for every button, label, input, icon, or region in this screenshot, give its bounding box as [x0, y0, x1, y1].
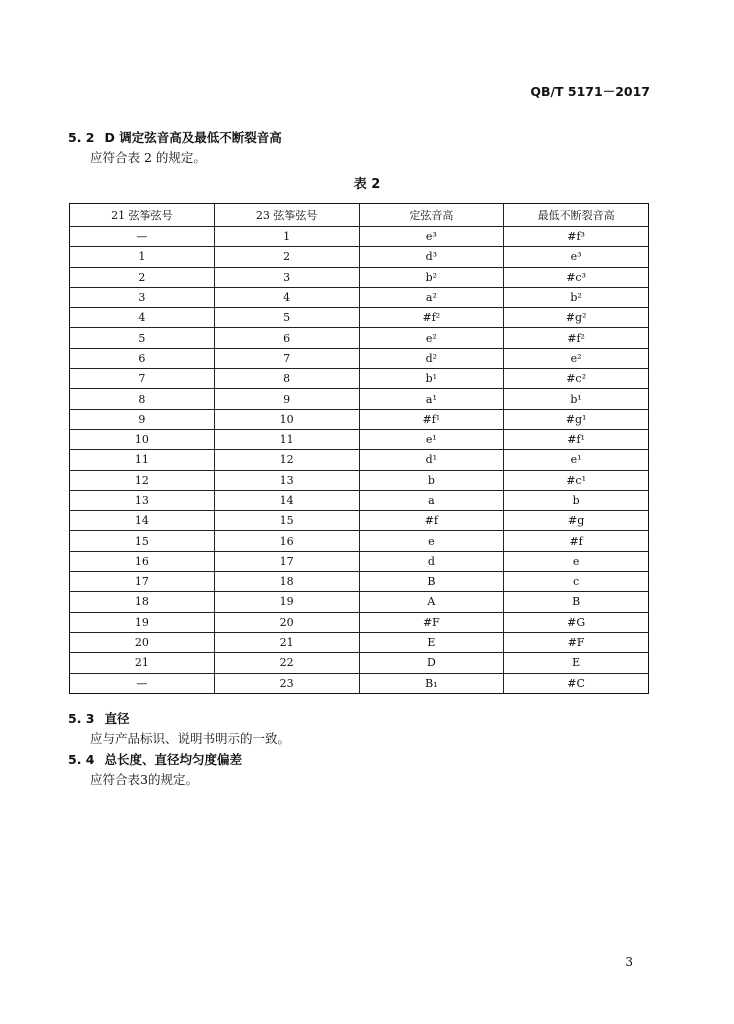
table-row [70, 227, 649, 247]
section-5-4-text: 应符合表3的规定。 [90, 772, 198, 787]
table-cell: 1 [70, 247, 215, 267]
table-cell: #C [504, 673, 649, 693]
table-cell: 2 [214, 247, 359, 267]
table-row [70, 450, 649, 470]
column-header: 23 弦筝弦号 [214, 204, 359, 227]
section-number: 5. 3 [68, 711, 95, 726]
table-cell: 4 [214, 287, 359, 307]
table-row [70, 429, 649, 449]
table-cell: 1 [214, 227, 359, 247]
table-cell: — [70, 673, 215, 693]
table-cell: e² [359, 328, 504, 348]
column-header: 最低不断裂音高 [504, 204, 649, 227]
table-cell: 20 [214, 612, 359, 632]
table-cell: 8 [70, 389, 215, 409]
page-number: 3 [625, 955, 633, 969]
table-cell: 6 [70, 348, 215, 368]
table-cell: 12 [214, 450, 359, 470]
table-cell: 4 [70, 308, 215, 328]
table-title: 表 2 [353, 177, 381, 192]
table-cell: a¹ [359, 389, 504, 409]
table-cell: B [504, 592, 649, 612]
table-cell: b [359, 470, 504, 490]
table-cell: 13 [70, 490, 215, 510]
table-cell: 15 [70, 531, 215, 551]
table-cell: a² [359, 287, 504, 307]
table-cell: 6 [214, 328, 359, 348]
table-cell: #c² [504, 369, 649, 389]
table-cell: 18 [214, 572, 359, 592]
table-cell: #c³ [504, 267, 649, 287]
table-cell: 14 [70, 511, 215, 531]
table-cell: B₁ [359, 673, 504, 693]
table-cell: 7 [214, 348, 359, 368]
table-cell: #f² [504, 328, 649, 348]
table-cell: 14 [214, 490, 359, 510]
table-cell: d² [359, 348, 504, 368]
table-cell: d [359, 551, 504, 571]
table-row [70, 247, 649, 267]
table-cell: 21 [70, 653, 215, 673]
table-cell: d³ [359, 247, 504, 267]
table-row [70, 267, 649, 287]
section-title: 总长度、直径均匀度偏差 [104, 752, 243, 767]
table-cell: 23 [214, 673, 359, 693]
table-cell: 3 [70, 287, 215, 307]
table-cell: A [359, 592, 504, 612]
section-number: 5. 2 [68, 130, 95, 145]
table-cell: 17 [70, 572, 215, 592]
table-cell: 11 [214, 429, 359, 449]
table-cell: b² [504, 287, 649, 307]
table-cell: #F [504, 632, 649, 652]
table-cell: 16 [70, 551, 215, 571]
table-cell: 13 [214, 470, 359, 490]
table-cell: 19 [70, 612, 215, 632]
table-row [70, 653, 649, 673]
table-row [70, 328, 649, 348]
table-cell: e¹ [359, 429, 504, 449]
table-cell: #f [359, 511, 504, 531]
document-code: QB/T 5171－2017 [530, 84, 650, 99]
table-row [70, 490, 649, 510]
table-cell: #G [504, 612, 649, 632]
table-row [70, 612, 649, 632]
table-cell: 10 [70, 429, 215, 449]
table-cell: E [359, 632, 504, 652]
table-cell: #f³ [504, 227, 649, 247]
table-cell: 9 [214, 389, 359, 409]
table-row [70, 369, 649, 389]
table-cell: B [359, 572, 504, 592]
table-row [70, 632, 649, 652]
table-row [70, 308, 649, 328]
table-cell: 11 [70, 450, 215, 470]
table-row [70, 572, 649, 592]
section-5-3-heading [68, 709, 130, 727]
table-cell: e² [504, 348, 649, 368]
table-cell: #f [504, 531, 649, 551]
table-row [70, 551, 649, 571]
table-row [70, 287, 649, 307]
table-cell: e³ [359, 227, 504, 247]
table-cell: e [504, 551, 649, 571]
table-cell: 19 [214, 592, 359, 612]
table-cell: d¹ [359, 450, 504, 470]
table-header-row [70, 204, 649, 227]
table-cell: c [504, 572, 649, 592]
table-cell: 10 [214, 409, 359, 429]
table-cell: 5 [70, 328, 215, 348]
section-5-2-heading [68, 128, 282, 146]
table-cell: #g² [504, 308, 649, 328]
table-cell: #g [504, 511, 649, 531]
table-cell: 3 [214, 267, 359, 287]
table-cell: 17 [214, 551, 359, 571]
table-cell: e¹ [504, 450, 649, 470]
table-cell: D [359, 653, 504, 673]
table-row [70, 673, 649, 693]
table-cell: 5 [214, 308, 359, 328]
table-row [70, 389, 649, 409]
table-cell: 12 [70, 470, 215, 490]
table-cell: #f¹ [359, 409, 504, 429]
section-title: 直径 [104, 711, 130, 726]
table-cell: 9 [70, 409, 215, 429]
table-cell: 16 [214, 531, 359, 551]
table-body [70, 227, 649, 694]
table-cell: 8 [214, 369, 359, 389]
table-cell: e [359, 531, 504, 551]
table-cell: 22 [214, 653, 359, 673]
section-title: D 调定弦音高及最低不断裂音高 [104, 130, 282, 145]
table-cell: E [504, 653, 649, 673]
table-cell: b [504, 490, 649, 510]
table-cell: 2 [70, 267, 215, 287]
table-cell: 15 [214, 511, 359, 531]
table-row [70, 470, 649, 490]
table-cell: 7 [70, 369, 215, 389]
table-cell: #g¹ [504, 409, 649, 429]
column-header: 21 弦筝弦号 [70, 204, 215, 227]
table-cell: #F [359, 612, 504, 632]
column-header: 定弦音高 [359, 204, 504, 227]
table-cell: #f¹ [504, 429, 649, 449]
section-5-4-heading [68, 750, 242, 768]
table-row [70, 592, 649, 612]
table-cell: 21 [214, 632, 359, 652]
table-cell: #c¹ [504, 470, 649, 490]
table-row [70, 511, 649, 531]
section-number: 5. 4 [68, 752, 95, 767]
table-cell: e³ [504, 247, 649, 267]
table-cell: #f² [359, 308, 504, 328]
section-5-3-text: 应与产品标识、说明书明示的一致。 [90, 731, 291, 746]
string-pitch-table [69, 203, 649, 694]
table-row [70, 531, 649, 551]
table-cell: b¹ [504, 389, 649, 409]
section-5-2-text: 应符合表 2 的规定。 [90, 150, 206, 165]
table-row [70, 409, 649, 429]
table-cell: 18 [70, 592, 215, 612]
table-cell: b¹ [359, 369, 504, 389]
table-cell: 20 [70, 632, 215, 652]
table-row [70, 348, 649, 368]
table-cell: — [70, 227, 215, 247]
table-cell: b² [359, 267, 504, 287]
table-cell: a [359, 490, 504, 510]
